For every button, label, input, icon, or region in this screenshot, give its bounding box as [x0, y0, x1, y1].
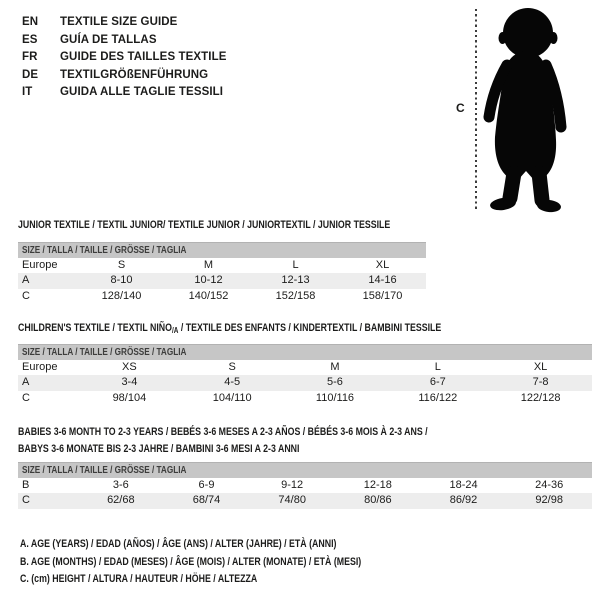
table-title: JUNIOR TEXTILE / TEXTIL JUNIOR/ TEXTILE JUNIOR / JUNIORTEXTIL / JUNIOR TESSILE — [18, 219, 391, 231]
table-row-months — [18, 478, 592, 493]
language-label: TEXTILGRÖßENFÜHRUNG — [60, 68, 209, 81]
table-cell: 80/86 — [364, 494, 392, 507]
language-row-fr — [22, 49, 227, 67]
language-row-en — [22, 14, 227, 32]
height-measure-label: C — [456, 101, 465, 115]
legend-line-a: A. AGE (YEARS) / EDAD (AÑOS) / ÂGE (ANS) / ALTER (JAHRE) / ETÀ (ANNI) — [20, 538, 337, 550]
table-row-height — [18, 289, 426, 304]
row-label: B — [22, 479, 30, 491]
language-label: GUÍA DE TALLAS — [60, 33, 157, 46]
table-cell: 3-4 — [121, 376, 138, 389]
legend-line-c: C. (cm) HEIGHT / ALTURA / HAUTEUR / HÖHE / ALTEZZA — [20, 573, 258, 586]
table-row-age — [18, 375, 592, 390]
table-cell: 9-12 — [281, 479, 304, 491]
table-cell: XL — [375, 259, 390, 271]
table-cell: L — [292, 259, 299, 271]
row-label: C — [22, 289, 30, 302]
table-cell: 62/68 — [107, 494, 135, 507]
table-cell: 12-13 — [281, 274, 310, 287]
table-cell: 12-18 — [363, 479, 392, 491]
table-cell: S — [228, 361, 236, 373]
table-cell: 3-6 — [112, 479, 129, 491]
table-cell: L — [434, 361, 441, 373]
table-cell: 4-5 — [224, 376, 241, 389]
table-row-europe — [18, 360, 592, 375]
table-row-europe — [18, 258, 426, 273]
language-row-de — [22, 67, 227, 85]
table-cell: 18-24 — [449, 479, 478, 491]
language-row-it — [22, 84, 227, 102]
table-cell: 104/110 — [212, 391, 252, 404]
table-cell: 140/152 — [188, 289, 229, 302]
row-label: C — [22, 494, 30, 507]
table-cell: M — [330, 361, 340, 373]
table-cell: 5-6 — [327, 376, 343, 389]
table-cell: 86/92 — [449, 494, 478, 507]
language-code: ES — [22, 33, 38, 46]
language-label: GUIDE DES TAILLES TEXTILE — [60, 51, 227, 63]
language-code: FR — [22, 51, 38, 63]
table-cell: 74/80 — [278, 494, 306, 507]
table-cell: 128/140 — [101, 289, 142, 302]
language-code: EN — [22, 16, 39, 28]
size-header-bar: SIZE / TALLA / TAILLE / GRÖSSE / TAGLIA — [18, 344, 592, 360]
language-label: GUIDA ALLE TAGLIE TESSILI — [60, 86, 224, 98]
language-label: TEXTILE SIZE GUIDE — [60, 16, 178, 28]
language-code: DE — [22, 68, 39, 81]
table-cell: 6-9 — [198, 479, 215, 491]
table-cell: 158/170 — [362, 289, 403, 302]
table-cell: 14-16 — [368, 274, 397, 287]
row-label: Europe — [22, 361, 58, 373]
table-cell: S — [117, 259, 126, 271]
table-cell: XS — [122, 361, 137, 373]
row-label: C — [22, 391, 30, 404]
children-size-table — [18, 320, 592, 406]
table-title: BABIES 3-6 MONTH TO 2-3 YEARS / BEBÉS 3-6 MESES A 2-3 AÑOS / BÉBÉS 3-6 MOIS À 2-3 ANS / BABYS 3-6 MONATE BIS 2-3 JAHRE / BAMBINI 3-6 MESI A 2-3 ANNI — [18, 426, 428, 455]
baby-silhouette-icon — [480, 5, 572, 213]
size-header-bar: SIZE / TALLA / TAILLE / GRÖSSE / TAGLIA — [18, 462, 592, 478]
table-row-height — [18, 391, 592, 406]
table-cell: M — [203, 259, 214, 271]
row-label: A — [22, 376, 30, 389]
table-cell: 92/98 — [535, 494, 563, 507]
table-cell: 24-36 — [535, 479, 564, 491]
table-cell: 110/116 — [315, 391, 355, 404]
table-cell: 98/104 — [112, 391, 147, 404]
measurement-legend — [20, 536, 447, 589]
height-figure — [452, 5, 582, 219]
table-cell: 68/74 — [192, 494, 221, 507]
row-label: Europe — [22, 259, 58, 271]
table-cell: 7-8 — [532, 376, 549, 389]
size-header-bar: SIZE / TALLA / TAILLE / GRÖSSE / TAGLIA — [18, 242, 426, 258]
legend-line-b: B. AGE (MONTHS) / EDAD (MESES) / ÂGE (MOIS) / ALTER (MONATE) / ETÀ (MESI) — [20, 555, 362, 568]
table-cell: 6-7 — [429, 376, 446, 389]
junior-size-table — [18, 217, 426, 304]
height-dotted-line — [475, 9, 477, 212]
gender-subscript: /A — [171, 326, 179, 335]
language-row-es — [22, 32, 227, 50]
table-row-age — [18, 273, 426, 288]
table-cell: XL — [533, 361, 548, 373]
language-code: IT — [22, 86, 33, 98]
table-cell: 10-12 — [194, 274, 223, 287]
table-row-height — [18, 493, 592, 508]
table-cell: 8-10 — [110, 274, 133, 287]
table-cell: 122/128 — [520, 391, 561, 404]
language-list — [22, 14, 227, 102]
row-label: A — [22, 274, 30, 287]
babies-size-table — [18, 424, 592, 509]
table-cell: 116/122 — [418, 391, 458, 404]
table-cell: 152/158 — [275, 289, 316, 302]
table-title: CHILDREN'S TEXTILE / TEXTIL $NIÑO_{/A}$ / TEXTILE DES ENFANTS / KINDERTEXTIL / BAMBINI TESSILE — [18, 322, 442, 335]
